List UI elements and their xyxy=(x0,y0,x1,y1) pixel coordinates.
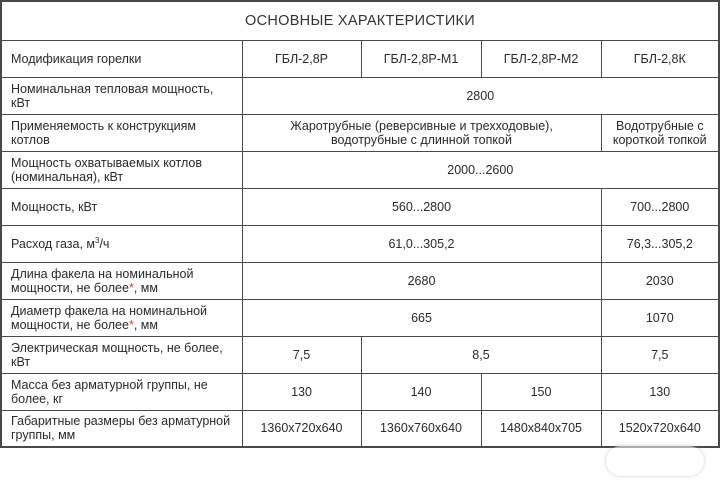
cell-value: 2000...2600 xyxy=(242,151,719,188)
cell-value: 7,5 xyxy=(242,336,361,373)
cell-value: 140 xyxy=(361,373,481,410)
model-header: ГБЛ-2,8Р xyxy=(242,40,361,77)
cell-value: 130 xyxy=(242,373,361,410)
cell-value: Водотрубные с короткой топкой xyxy=(601,114,719,151)
row-label: Электрическая мощность, не более, кВт xyxy=(1,336,242,373)
row-label xyxy=(1,299,242,336)
row-label xyxy=(1,225,242,262)
watermark-overlay xyxy=(606,446,704,476)
model-header: ГБЛ-2,8К xyxy=(601,40,719,77)
cell-value: 150 xyxy=(481,373,601,410)
cell-value: 76,3...305,2 xyxy=(601,225,719,262)
cell-value: 130 xyxy=(601,373,719,410)
table-row-applicability xyxy=(1,114,719,151)
cell-value: 1360x720x640 xyxy=(242,410,361,447)
table-title: ОСНОВНЫЕ ХАРАКТЕРИСТИКИ xyxy=(1,1,719,40)
model-header: ГБЛ-2,8Р-М1 xyxy=(361,40,481,77)
cell-value: 8,5 xyxy=(361,336,601,373)
row-label: Мощность охватываемых котлов (номинальная), кВт xyxy=(1,151,242,188)
table-row-dimensions xyxy=(1,410,719,447)
superscript: 3 xyxy=(95,235,100,245)
cell-value: 7,5 xyxy=(601,336,719,373)
cell-value: 2030 xyxy=(601,262,719,299)
cell-value: 1070 xyxy=(601,299,719,336)
cell-value: 665 xyxy=(242,299,601,336)
row-label: Мощность, кВт xyxy=(1,188,242,225)
table-row-mass xyxy=(1,373,719,410)
footnote-asterisk: * xyxy=(128,317,134,332)
cell-value: 560...2800 xyxy=(242,188,601,225)
table-row-flame-diameter xyxy=(1,299,719,336)
cell-value: 700...2800 xyxy=(601,188,719,225)
table-row-electric-power xyxy=(1,336,719,373)
footnote-asterisk: * xyxy=(128,280,134,295)
cell-value: 1360x760x640 xyxy=(361,410,481,447)
label-text: , мм xyxy=(133,280,158,295)
table-row-model xyxy=(1,40,719,77)
model-header: ГБЛ-2,8Р-М2 xyxy=(481,40,601,77)
row-label: Модификация горелки xyxy=(1,40,242,77)
table-title-row xyxy=(1,1,719,40)
cell-value: 2680 xyxy=(242,262,601,299)
row-label: Масса без арматурной группы, не более, кг xyxy=(1,373,242,410)
table-row-boiler-power xyxy=(1,151,719,188)
row-label: Габаритные размеры без арматурной группы, мм xyxy=(1,410,242,447)
table-row-gas-flow xyxy=(1,225,719,262)
cell-value: 1480x840x705 xyxy=(481,410,601,447)
cell-value: Жаротрубные (реверсивные и трехходовые), водотрубные с длинной топкой xyxy=(242,114,601,151)
label-text: /ч xyxy=(99,236,110,251)
table-row-flame-length xyxy=(1,262,719,299)
label-text: Длина факела на номинальной мощности, не более xyxy=(11,266,194,295)
cell-value: 61,0...305,2 xyxy=(242,225,601,262)
row-label: Применяемость к конструкциям котлов xyxy=(1,114,242,151)
label-text: Расход газа, м xyxy=(11,236,95,251)
table-row-nominal-power xyxy=(1,77,719,114)
row-label xyxy=(1,262,242,299)
row-label: Номинальная тепловая мощность, кВт xyxy=(1,77,242,114)
table-row-power xyxy=(1,188,719,225)
label-text: Диаметр факела на номинальной мощности, не более xyxy=(11,303,208,332)
label-text: , мм xyxy=(133,317,158,332)
cell-value: 1520x720x640 xyxy=(601,410,719,447)
cell-value: 2800 xyxy=(242,77,719,114)
